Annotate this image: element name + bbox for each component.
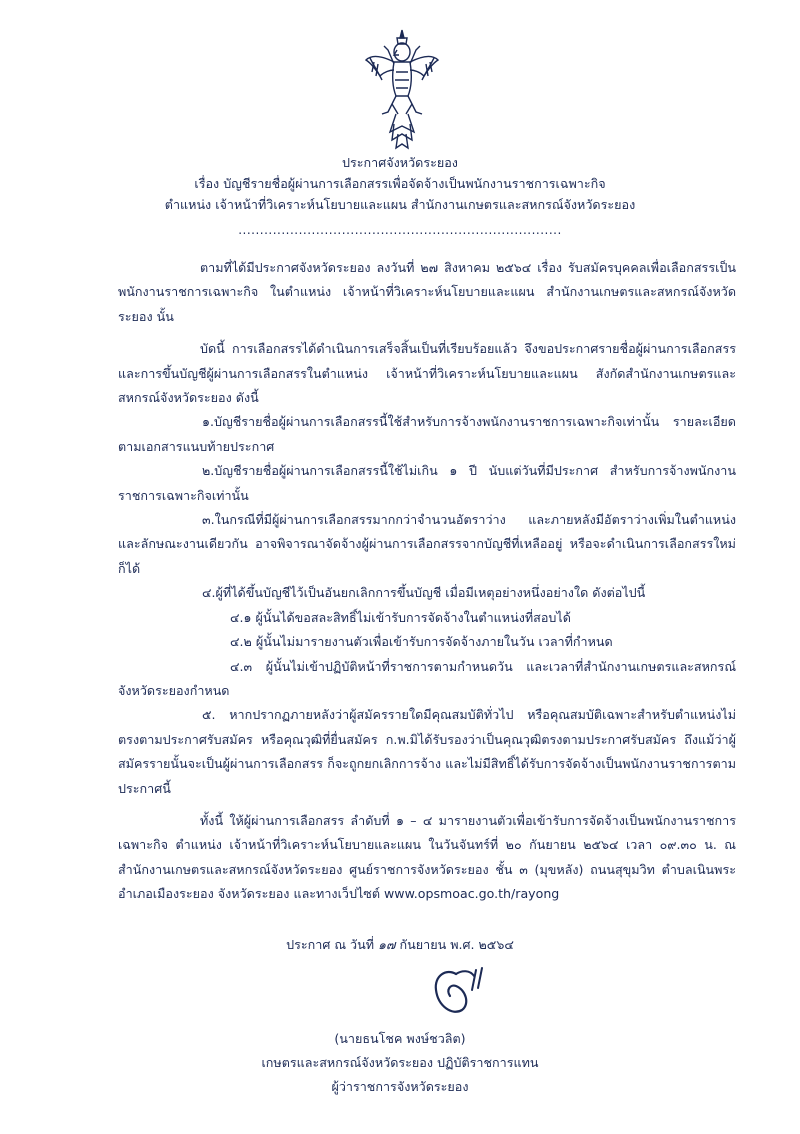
signatory-name: (นายธนโชค พงษ์ชวลิต) — [334, 1031, 466, 1046]
announcement-date — [100, 934, 700, 956]
list-item-4-2: ๔.๒ ผู้นั้นไม่มารายงานตัวเพื่อเข้ารับการจัดจ้างภายในวัน เวลาที่กำหนด — [230, 634, 613, 650]
paragraph-report: ทั้งนี้ ให้ผู้ผ่านการเลือกสรร ลำดับที่ ๑ – ๔ มารายงานตัวเพื่อเข้ารับการจัดจ้างเป็นพนักงานราชการเฉพาะกิจ ตำแหน่ง เจ้าหน้าที่วิเคราะห์นโยบายและแผน ในวันจันทร์ที่ ๒๐ กันยายน ๒๕๖๔ เวลา ๐๙.๓๐ น. ณ สำนักงานเกษตรและสหกรณ์จังหวัดระยอง ศูนย์ราชการจังหวัดระยอง ชั้น ๓ (มุขหลัง) ถนนสุขุมวิท ตำบลเนินพระ อำเภอเมืองระยอง จังหวัดระยอง และทางเว็ปไซต์ www.opsmoac.go.th/rayong — [118, 812, 736, 902]
signatory-title: ผู้ว่าราชการจังหวัดระยอง — [331, 1079, 469, 1094]
date-suffix: กันยายน พ.ศ. ๒๕๖๔ — [399, 937, 514, 952]
handwritten-signature — [416, 960, 496, 1026]
list-item-4-3: ๔.๓ ผู้นั้นไม่เข้าปฏิบัติหน้าที่ราชการตามกำหนดวัน และเวลาที่สำนักงานเกษตรและสหกรณ์จังหวัดระยองกำหนด — [118, 658, 736, 698]
title-separator: ........................................................................... — [238, 223, 562, 237]
position-line: ตำแหน่ง เจ้าหน้าที่วิเคราะห์นโยบายและแผน สำนักงานเกษตรและสหกรณ์จังหวัดระยอง — [164, 197, 636, 212]
list-item-2: ๒.บัญชีรายชื่อผู้ผ่านการเลือกสรรนี้ใช้ไม่เกิน ๑ ปี นับแต่วันที่มีประกาศ สำหรับการจ้างพนักงานราชการเฉพาะกิจเท่านั้น — [118, 463, 736, 503]
paragraph-intro: ตามที่ได้มีประกาศจังหวัดระยอง ลงวันที่ ๒๗ สิงหาคม ๒๕๖๔ เรื่อง รับสมัครบุคคลเพื่อเลือกสรรเป็นพนักงานราชการเฉพาะกิจ ในตำแหน่ง เจ้าหน้าที่วิเคราะห์นโยบายและแผน สำนักงานเกษตรและสหกรณ์จังหวัดระยอง นั้น — [118, 260, 736, 324]
list-item-4: ๔.ผู้ที่ได้ขึ้นบัญชีไว้เป็นอันยกเลิกการขึ้นบัญชี เมื่อมีเหตุอย่างหนึ่งอย่างใด ดังต่อไปนี้ — [202, 585, 646, 601]
date-day-handwritten: ๑๗ — [378, 937, 396, 952]
signatory-position: เกษตรและสหกรณ์จังหวัดระยอง ปฏิบัติราชการแทน — [261, 1055, 539, 1070]
list-item-3: ๓.ในกรณีที่มีผู้ผ่านการเลือกสรรมากกว่าจำนวนอัตราว่าง และภายหลังมีอัตราว่างเพิ่มในตำแหน่งและลักษณะงานเดียวกัน อาจพิจารณาจัดจ้างผู้ผ่านการเลือกสรรจากบัญชีที่เหลืออยู่ หรือจะดำเนินการเลือกสรรใหม่ก็ได้ — [118, 512, 736, 576]
garuda-emblem-icon — [364, 28, 440, 150]
date-prefix: ประกาศ ณ วันที่ — [286, 937, 375, 952]
list-item-5: ๕. หากปรากฏภายหลังว่าผู้สมัครรายใดมีคุณสมบัติทั่วไป หรือคุณสมบัติเฉพาะสำหรับตำแหน่งไม่ตรงตามประกาศรับสมัคร หรือคุณวุฒิที่ยื่นสมัคร ก.พ.มิได้รับรองว่าเป็นคุณวุฒิตรงตามประกาศรับสมัคร ถึงแม้ว่าผู้สมัครรายนั้นจะเป็นผู้ผ่านการเลือกสรร ก็จะถูกยกเลิกการจ้าง และไม่มีสิทธิ์ได้รับการจัดจ้างเป็นพนักงานราชการตามประกาศนี้ — [118, 707, 736, 796]
list-item-1: ๑.บัญชีรายชื่อผู้ผ่านการเลือกสรรนี้ใช้สำหรับการจ้างพนักงานราชการเฉพาะกิจเท่านั้น รายละเอียดตามเอกสารแนบท้ายประกาศ — [118, 414, 736, 454]
document-title: ประกาศจังหวัดระยอง — [342, 155, 458, 170]
list-item-4-1: ๔.๑ ผู้นั้นได้ขอสละสิทธิ์ไม่เข้ารับการจัดจ้างในตำแหน่งที่สอบได้ — [230, 609, 571, 625]
subject-line: เรื่อง บัญชีรายชื่อผู้ผ่านการเลือกสรรเพื่อจัดจ้างเป็นพนักงานราชการเฉพาะกิจ — [194, 176, 606, 191]
announcement-body — [118, 256, 736, 907]
paragraph-result: บัดนี้ การเลือกสรรได้ดำเนินการเสร็จสิ้นเป็นที่เรียบร้อยแล้ว จึงขอประกาศรายชื่อผู้ผ่านการเลือกสรรและการขึ้นบัญชีผู้ผ่านการเลือกสรรในตำแหน่ง เจ้าหน้าที่วิเคราะห์นโยบายและแผน สังกัดสำนักงานเกษตรและสหกรณ์จังหวัดระยอง ดังนี้ — [118, 341, 736, 406]
